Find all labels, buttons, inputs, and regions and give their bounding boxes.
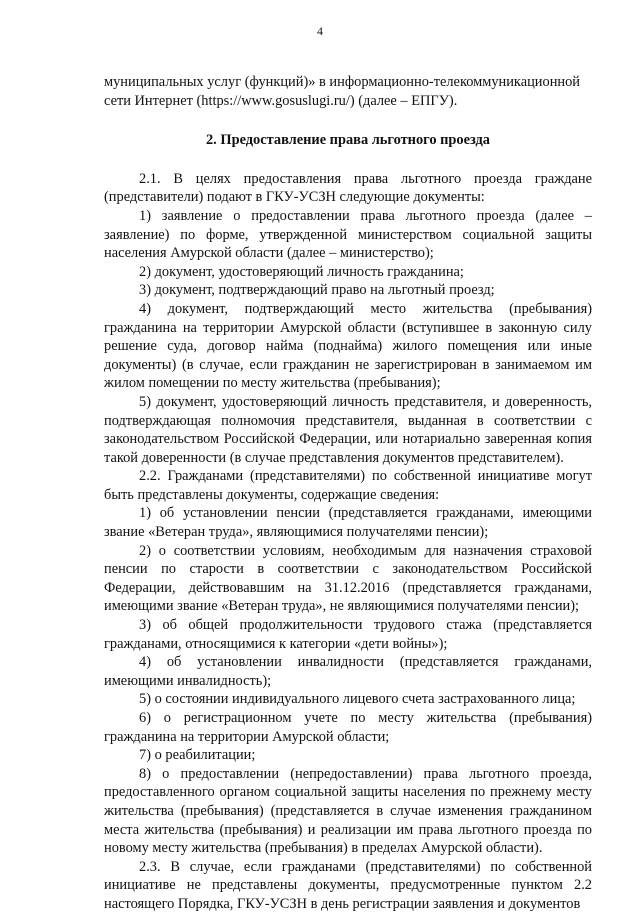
list-item-2-2-4: 4) об установлении инвалидности (представляется гражданами, имеющими инвалидность); (104, 654, 592, 689)
list-item-2-1-3: 3) документ, подтверждающий право на льготный проезд; (139, 282, 495, 299)
paragraph-2-1: 2.1. В целях предоставления права льготного проезда граждане (представители) подают в ГКУ-УСЗН следующие документы: (104, 170, 592, 206)
list-item-2-1-1: 1) заявление о предоставлении права льготного проезда (далее – заявление) по форме, утвержденной министерством социальной защиты населения Амурской области (далее – министерство); (104, 207, 592, 262)
list-item-2-1-4: 4) документ, подтверждающий место жительства (пребывания) гражданина на территории Амурской области (вступившее в законную силу решение суда, договор найма (поднайма) жилого помещения или иные документы) (в случае, если гражданин не зарегистрирован в занимаемом им жилом помещении по месту жительства (пребывания); (104, 300, 592, 392)
intro-line-2: сети Интернет (https://www.gosuslugi.ru/) (далее – ЕПГУ). (104, 92, 458, 109)
paragraph-2-2: 2.2. Гражданами (представителями) по собственной инициативе могут быть представлены документы, содержащие сведения: (104, 468, 592, 503)
list-item-2-2-6: 6) о регистрационном учете по месту жительства (пребывания) гражданина на территории Амурской области; (104, 710, 592, 745)
list-item-2-2-3: 3) об общей продолжительности трудового стажа (представляется гражданами, относящимися к категории «дети войны»); (104, 617, 592, 652)
list-item-2-1-2: 2) документ, удостоверяющий личность гражданина; (139, 263, 464, 280)
list-item-2-2-1: 1) об установлении пенсии (представляется гражданами, имеющими звание «Ветеран труда», являющимися получателями пенсии); (104, 505, 592, 541)
paragraph-2-3: 2.3. В случае, если гражданами (представителями) по собственной инициативе не представлены документы, предусмотренные пунктом 2.2 настоящего Порядка, ГКУ-УСЗН в день регистрации заявления и документов (104, 858, 592, 912)
list-item-2-2-2: 2) о соответствии условиям, необходимым для назначения страховой пенсии по старости в соответствии с законодательством Российской Федерации, действовавшим на 31.12.2016 (представляется гражданами, имеющими звание «Ветеран труда», не являющимися получателями пенсии); (104, 542, 592, 615)
list-item-2-1-5: 5) документ, удостоверяющий личность представителя, и доверенность, подтверждающая полномочия представителя, выданная в соответствии с законодательством Российской Федерации, или нотариально заверенная копия такой доверенности (в случае представления документов представителем). (104, 393, 592, 466)
section-heading: 2. Предоставление права льготного проезда (205, 132, 491, 149)
page-number: 4 (317, 24, 323, 38)
list-item-2-2-7: 7) о реабилитации; (139, 747, 256, 764)
document-body (104, 73, 592, 914)
intro-line-1: муниципальных услуг (функций)» в информационно-телекоммуникационной (104, 74, 580, 90)
list-item-2-2-8: 8) о предоставлении (непредоставлении) права льготного проезда, предоставленного органом социальной защиты населения по прежнему месту жительства (пребывания) (представляется в случае изменения гражданином места жительства (пребывания) и реализации им права льготного проезда по новому месту жительства (пребывания) в пределах Амурской области). (104, 765, 592, 857)
list-item-2-2-5: 5) о состоянии индивидуального лицевого счета застрахованного лица; (139, 691, 576, 708)
